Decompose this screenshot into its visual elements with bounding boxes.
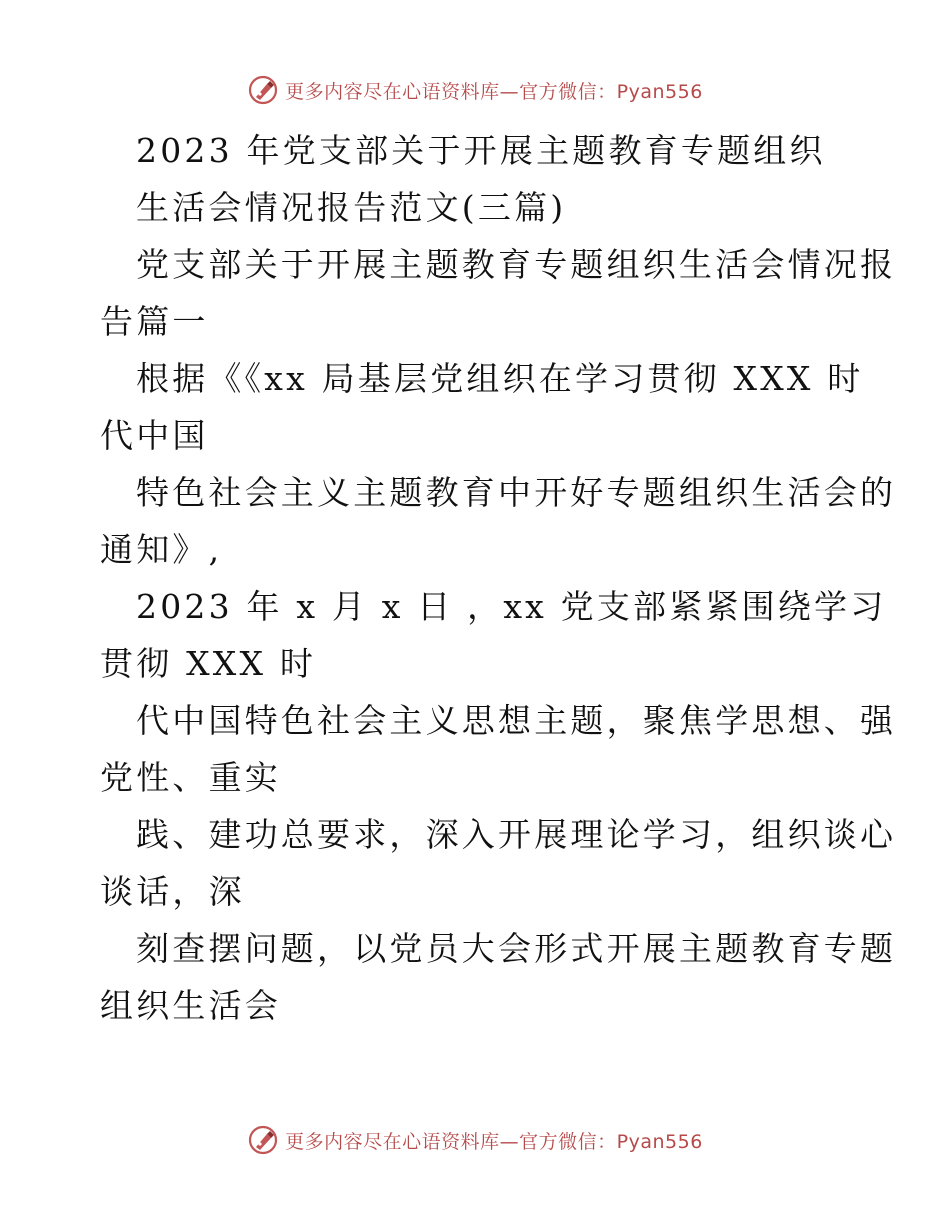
- doc-line: 贯彻 XXX 时: [100, 644, 317, 683]
- pen-nib-logo-icon: [247, 74, 279, 106]
- footer-banner-text: 更多内容尽在心语资料库—官方微信：Pyan556: [285, 1130, 703, 1153]
- doc-line: 生活会情况报告范文(三篇): [136, 188, 567, 227]
- doc-line: 告篇一: [100, 302, 209, 341]
- doc-line: 特色社会主义主题教育中开好专题组织生活会的: [136, 473, 897, 512]
- doc-line: 代中国: [100, 416, 209, 455]
- doc-line: 践、建功总要求，深入开展理论学习，组织谈心: [136, 815, 897, 854]
- pen-nib-logo-icon: [247, 1124, 279, 1156]
- doc-line: 刻查摆问题，以党员大会形式开展主题教育专题: [136, 929, 897, 968]
- header-banner-text: 更多内容尽在心语资料库—官方微信：Pyan556: [285, 80, 703, 103]
- doc-line: 2023 年 x 月 x 日 ，xx 党支部紧紧围绕学习: [136, 587, 887, 626]
- doc-line: 通知》,: [100, 530, 223, 569]
- doc-line: 根据《《xx 局基层党组织在学习贯彻 XXX 时: [136, 359, 864, 398]
- doc-line: 代中国特色社会主义思想主题，聚焦学思想、强: [136, 701, 897, 740]
- doc-line: 党性、重实: [100, 758, 281, 797]
- doc-line: 党支部关于开展主题教育专题组织生活会情况报: [136, 245, 897, 284]
- document-body: [100, 122, 897, 1034]
- header-banner: [0, 70, 950, 110]
- doc-line: 2023 年党支部关于开展主题教育专题组织: [136, 131, 826, 170]
- doc-line: 谈话，深: [100, 872, 245, 911]
- doc-line: 组织生活会: [100, 986, 281, 1025]
- footer-banner: [0, 1120, 950, 1160]
